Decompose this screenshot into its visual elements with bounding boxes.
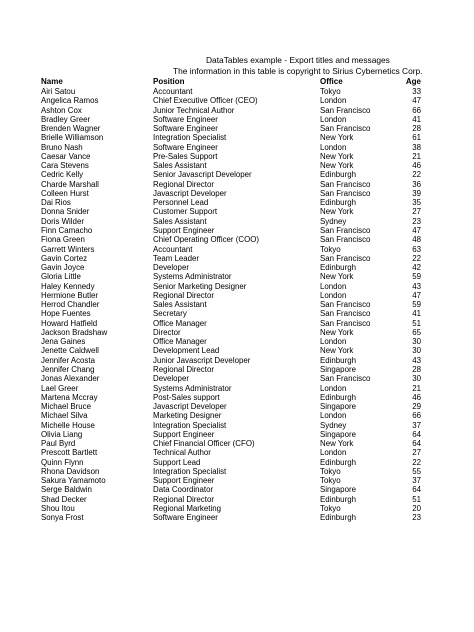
- cell-name: Jenette Caldwell: [41, 346, 99, 356]
- cell-age: 35: [412, 198, 421, 208]
- cell-office: Singapore: [320, 364, 356, 374]
- table-header-row: [41, 77, 425, 87]
- table-row: [41, 282, 425, 291]
- cell-name: Brielle Williamson: [41, 133, 104, 143]
- table-row: [41, 430, 425, 439]
- cell-position: Integration Specialist: [153, 133, 227, 143]
- cell-age: 21: [412, 151, 421, 161]
- cell-position: Marketing Designer: [153, 411, 222, 421]
- cell-age: 51: [412, 494, 421, 504]
- cell-name: Bradley Greer: [41, 114, 91, 124]
- cell-position: Junior Javascript Developer: [153, 355, 251, 365]
- cell-office: Edinburgh: [320, 392, 356, 402]
- cell-position: Software Engineer: [153, 114, 218, 124]
- cell-office: London: [320, 383, 347, 393]
- data-table: [41, 77, 425, 522]
- header-age: Age: [405, 77, 421, 86]
- cell-position: Support Engineer: [153, 429, 215, 439]
- cell-name: Jennifer Chang: [41, 364, 95, 374]
- cell-office: New York: [320, 207, 354, 217]
- cell-office: Tokyo: [320, 244, 341, 254]
- cell-age: 22: [412, 253, 421, 263]
- cell-age: 23: [412, 513, 421, 523]
- cell-age: 64: [412, 429, 421, 439]
- cell-office: Edinburgh: [320, 263, 356, 273]
- cell-position: Post-Sales support: [153, 392, 220, 402]
- cell-name: Martena Mccray: [41, 392, 98, 402]
- cell-office: San Francisco: [320, 179, 371, 189]
- cell-age: 64: [412, 439, 421, 449]
- cell-name: Haley Kennedy: [41, 281, 95, 291]
- cell-name: Hope Fuentes: [41, 309, 91, 319]
- cell-age: 21: [412, 383, 421, 393]
- cell-name: Donna Snider: [41, 207, 90, 217]
- cell-name: Gloria Little: [41, 272, 81, 282]
- cell-name: Finn Camacho: [41, 225, 93, 235]
- header-position: Position: [153, 77, 185, 86]
- cell-name: Serge Baldwin: [41, 485, 92, 495]
- table-row: [41, 207, 425, 216]
- cell-office: Edinburgh: [320, 457, 356, 467]
- table-row: [41, 272, 425, 281]
- cell-name: Quinn Flynn: [41, 457, 84, 467]
- cell-office: Singapore: [320, 485, 356, 495]
- cell-age: 33: [412, 87, 421, 96]
- cell-position: Chief Financial Officer (CFO): [153, 439, 255, 449]
- cell-position: Data Coordinator: [153, 485, 214, 495]
- cell-name: Jena Gaines: [41, 337, 86, 347]
- cell-position: Secretary: [153, 309, 187, 319]
- cell-name: Doris Wilder: [41, 216, 84, 226]
- cell-position: Regional Director: [153, 290, 214, 300]
- cell-office: Edinburgh: [320, 198, 356, 208]
- table-row: [41, 161, 425, 170]
- cell-age: 20: [412, 503, 421, 513]
- cell-position: Software Engineer: [153, 513, 218, 523]
- document-message: The information in this table is copyright to Sirius Cybernetics Corp.: [173, 66, 423, 76]
- cell-position: Accountant: [153, 244, 193, 254]
- table-row: [41, 337, 425, 346]
- cell-office: San Francisco: [320, 309, 371, 319]
- table-row: [41, 458, 425, 467]
- cell-position: Support Engineer: [153, 225, 215, 235]
- cell-position: Pre-Sales Support: [153, 151, 218, 161]
- cell-name: Jonas Alexander: [41, 374, 100, 384]
- cell-position: Regional Marketing: [153, 503, 221, 513]
- cell-position: Software Engineer: [153, 124, 218, 134]
- table-row: [41, 133, 425, 142]
- cell-office: Singapore: [320, 402, 356, 412]
- table-row: [41, 254, 425, 263]
- cell-position: Regional Director: [153, 179, 214, 189]
- cell-position: Development Lead: [153, 346, 220, 356]
- cell-name: Prescott Bartlett: [41, 448, 98, 458]
- cell-position: Technical Author: [153, 448, 211, 458]
- table-row: [41, 328, 425, 337]
- cell-name: Gavin Cortez: [41, 253, 88, 263]
- cell-office: New York: [320, 346, 354, 356]
- cell-age: 46: [412, 161, 421, 171]
- table-row: [41, 374, 425, 383]
- cell-name: Gavin Joyce: [41, 263, 85, 273]
- cell-position: Software Engineer: [153, 142, 218, 152]
- cell-position: Developer: [153, 263, 189, 273]
- cell-age: 28: [412, 124, 421, 134]
- cell-name: Charde Marshall: [41, 179, 99, 189]
- cell-office: San Francisco: [320, 253, 371, 263]
- table-row: [41, 384, 425, 393]
- cell-name: Colleen Hurst: [41, 188, 89, 198]
- table-row: [41, 115, 425, 124]
- cell-name: Sonya Frost: [41, 513, 84, 523]
- table-row: [41, 439, 425, 448]
- cell-office: Sydney: [320, 420, 347, 430]
- cell-office: Tokyo: [320, 503, 341, 513]
- cell-age: 22: [412, 457, 421, 467]
- cell-name: Michael Bruce: [41, 402, 91, 412]
- cell-office: Edinburgh: [320, 170, 356, 180]
- cell-position: Support Lead: [153, 457, 201, 467]
- cell-position: Regional Director: [153, 364, 214, 374]
- cell-office: San Francisco: [320, 124, 371, 134]
- cell-name: Paul Byrd: [41, 439, 76, 449]
- cell-position: Office Manager: [153, 318, 207, 328]
- table-row: [41, 513, 425, 522]
- cell-position: Chief Executive Officer (CEO): [153, 96, 258, 106]
- cell-office: Edinburgh: [320, 355, 356, 365]
- cell-position: Junior Technical Author: [153, 105, 235, 115]
- cell-age: 30: [412, 337, 421, 347]
- table-row: [41, 319, 425, 328]
- cell-position: Director: [153, 327, 181, 337]
- cell-age: 23: [412, 216, 421, 226]
- table-row: [41, 402, 425, 411]
- cell-age: 28: [412, 364, 421, 374]
- table-row: [41, 356, 425, 365]
- cell-position: Javascript Developer: [153, 188, 227, 198]
- cell-position: Sales Assistant: [153, 300, 207, 310]
- table-row: [41, 198, 425, 207]
- document-title: DataTables example - Export titles and messages: [206, 55, 390, 65]
- table-row: [41, 189, 425, 198]
- cell-office: New York: [320, 272, 354, 282]
- cell-position: Team Leader: [153, 253, 200, 263]
- table-row: [41, 96, 425, 105]
- cell-name: Brenden Wagner: [41, 124, 101, 134]
- table-row: [41, 152, 425, 161]
- cell-age: 61: [412, 133, 421, 143]
- table-row: [41, 300, 425, 309]
- cell-age: 59: [412, 300, 421, 310]
- cell-position: Personnel Lead: [153, 198, 209, 208]
- cell-age: 66: [412, 411, 421, 421]
- cell-position: Senior Marketing Designer: [153, 281, 247, 291]
- cell-age: 43: [412, 355, 421, 365]
- cell-position: Support Engineer: [153, 476, 215, 486]
- cell-name: Airi Satou: [41, 87, 76, 96]
- cell-position: Javascript Developer: [153, 402, 227, 412]
- table-row: [41, 124, 425, 133]
- cell-name: Bruno Nash: [41, 142, 83, 152]
- table-row: [41, 485, 425, 494]
- table-row: [41, 235, 425, 244]
- cell-office: Tokyo: [320, 87, 341, 96]
- cell-office: San Francisco: [320, 300, 371, 310]
- cell-age: 41: [412, 114, 421, 124]
- cell-position: Regional Director: [153, 494, 214, 504]
- cell-age: 46: [412, 392, 421, 402]
- cell-position: Customer Support: [153, 207, 218, 217]
- table-row: [41, 411, 425, 420]
- cell-name: Hermione Butler: [41, 290, 99, 300]
- table-row: [41, 346, 425, 355]
- cell-office: San Francisco: [320, 235, 371, 245]
- cell-position: Sales Assistant: [153, 216, 207, 226]
- cell-name: Fiona Green: [41, 235, 85, 245]
- cell-name: Lael Greer: [41, 383, 79, 393]
- cell-age: 64: [412, 485, 421, 495]
- cell-name: Cara Stevens: [41, 161, 89, 171]
- table-row: [41, 309, 425, 318]
- table-row: [41, 106, 425, 115]
- cell-age: 47: [412, 290, 421, 300]
- table-row: [41, 421, 425, 430]
- cell-name: Jackson Bradshaw: [41, 327, 108, 337]
- cell-office: San Francisco: [320, 188, 371, 198]
- cell-office: San Francisco: [320, 225, 371, 235]
- cell-age: 47: [412, 96, 421, 106]
- cell-office: Tokyo: [320, 476, 341, 486]
- cell-name: Shad Decker: [41, 494, 87, 504]
- cell-position: Accountant: [153, 87, 193, 96]
- cell-name: Herrod Chandler: [41, 300, 100, 310]
- table-row: [41, 504, 425, 513]
- cell-age: 27: [412, 207, 421, 217]
- cell-office: London: [320, 281, 347, 291]
- cell-name: Angelica Ramos: [41, 96, 99, 106]
- cell-office: San Francisco: [320, 318, 371, 328]
- cell-office: London: [320, 448, 347, 458]
- cell-age: 30: [412, 374, 421, 384]
- cell-age: 48: [412, 235, 421, 245]
- cell-position: Senior Javascript Developer: [153, 170, 252, 180]
- cell-age: 39: [412, 188, 421, 198]
- cell-age: 59: [412, 272, 421, 282]
- table-row: [41, 87, 425, 96]
- table-row: [41, 365, 425, 374]
- cell-age: 27: [412, 448, 421, 458]
- cell-name: Cedric Kelly: [41, 170, 84, 180]
- cell-position: Systems Administrator: [153, 272, 232, 282]
- table-row: [41, 226, 425, 235]
- cell-position: Developer: [153, 374, 189, 384]
- cell-office: Edinburgh: [320, 513, 356, 523]
- table-row: [41, 143, 425, 152]
- table-row: [41, 291, 425, 300]
- cell-age: 65: [412, 327, 421, 337]
- cell-name: Garrett Winters: [41, 244, 95, 254]
- cell-age: 37: [412, 476, 421, 486]
- cell-position: Integration Specialist: [153, 420, 227, 430]
- table-row: [41, 495, 425, 504]
- table-row: [41, 448, 425, 457]
- cell-name: Olivia Liang: [41, 429, 83, 439]
- cell-name: Michelle House: [41, 420, 95, 430]
- cell-name: Dai Rios: [41, 198, 71, 208]
- cell-age: 37: [412, 420, 421, 430]
- cell-office: San Francisco: [320, 105, 371, 115]
- cell-name: Caesar Vance: [41, 151, 91, 161]
- cell-age: 55: [412, 466, 421, 476]
- cell-age: 47: [412, 225, 421, 235]
- cell-age: 63: [412, 244, 421, 254]
- header-name: Name: [41, 77, 63, 86]
- cell-office: New York: [320, 327, 354, 337]
- cell-office: London: [320, 96, 347, 106]
- cell-office: London: [320, 337, 347, 347]
- cell-office: Tokyo: [320, 466, 341, 476]
- cell-position: Integration Specialist: [153, 466, 227, 476]
- table-row: [41, 476, 425, 485]
- cell-name: Sakura Yamamoto: [41, 476, 106, 486]
- cell-office: San Francisco: [320, 374, 371, 384]
- table-row: [41, 393, 425, 402]
- cell-office: Edinburgh: [320, 494, 356, 504]
- cell-age: 43: [412, 281, 421, 291]
- cell-position: Systems Administrator: [153, 383, 232, 393]
- cell-age: 41: [412, 309, 421, 319]
- cell-name: Shou Itou: [41, 503, 75, 513]
- cell-office: New York: [320, 133, 354, 143]
- table-row: [41, 263, 425, 272]
- table-row: [41, 180, 425, 189]
- cell-position: Office Manager: [153, 337, 207, 347]
- cell-name: Jennifer Acosta: [41, 355, 95, 365]
- cell-name: Rhona Davidson: [41, 466, 100, 476]
- cell-age: 42: [412, 263, 421, 273]
- cell-age: 29: [412, 402, 421, 412]
- cell-age: 38: [412, 142, 421, 152]
- cell-office: New York: [320, 151, 354, 161]
- cell-office: London: [320, 142, 347, 152]
- cell-office: New York: [320, 439, 354, 449]
- cell-office: London: [320, 411, 347, 421]
- header-office: Office: [320, 77, 343, 86]
- table-row: [41, 467, 425, 476]
- cell-position: Sales Assistant: [153, 161, 207, 171]
- cell-age: 36: [412, 179, 421, 189]
- cell-position: Chief Operating Officer (COO): [153, 235, 259, 245]
- table-row: [41, 170, 425, 179]
- cell-office: Sydney: [320, 216, 347, 226]
- cell-name: Ashton Cox: [41, 105, 82, 115]
- cell-age: 66: [412, 105, 421, 115]
- cell-age: 30: [412, 346, 421, 356]
- cell-age: 22: [412, 170, 421, 180]
- cell-office: London: [320, 290, 347, 300]
- table-row: [41, 217, 425, 226]
- cell-name: Howard Hatfield: [41, 318, 98, 328]
- cell-age: 51: [412, 318, 421, 328]
- cell-name: Michael Silva: [41, 411, 88, 421]
- cell-office: New York: [320, 161, 354, 171]
- cell-office: London: [320, 114, 347, 124]
- table-row: [41, 245, 425, 254]
- cell-office: Singapore: [320, 429, 356, 439]
